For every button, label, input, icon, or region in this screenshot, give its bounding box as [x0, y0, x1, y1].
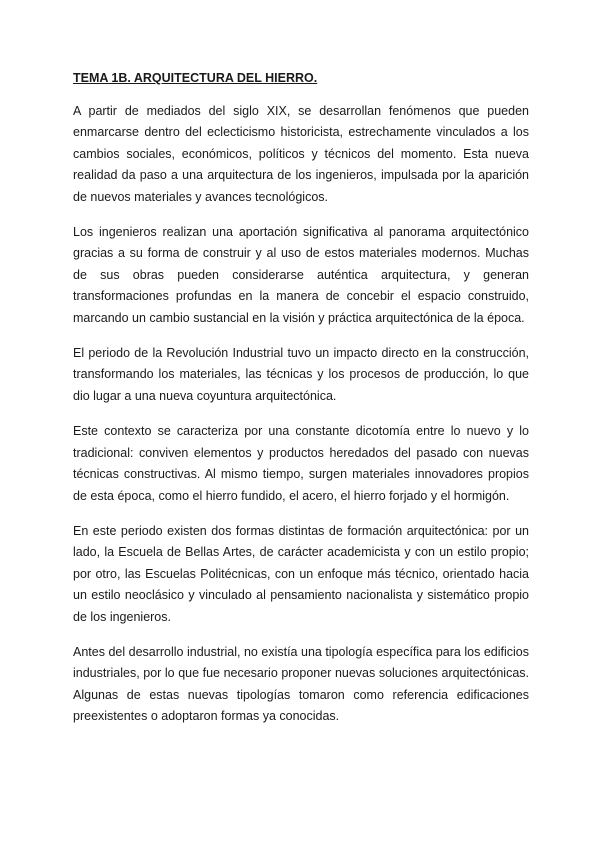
- paragraph-2: Los ingenieros realizan una aportación significativa al panorama arquitectónico gracias a su forma de construir y al uso de estos materiales modernos. Muchas de sus obras pueden considerarse auténtica arquitectura, y generan transformaciones profundas en la manera de concebir el espacio construido, marcando un cambio sustancial en la visión y práctica arquitectónica de la época.: [73, 225, 529, 325]
- paragraph-6: Antes del desarrollo industrial, no existía una tipología específica para los edificios industriales, por lo que fue necesario proponer nuevas soluciones arquitectónicas. Algunas de estas nuevas tipologías tomaron como referencia edificaciones preexistentes o adoptaron formas ya conocidas.: [73, 644, 529, 724]
- document-page: [73, 70, 529, 742]
- paragraph-5: En este periodo existen dos formas distintas de formación arquitectónica: por un lado, la Escuela de Bellas Artes, de carácter academicista y con un estilo propio; por otro, las Escuelas Politécnicas, con un enfoque más técnico, orientado hacia un estilo neoclásico y vinculado al pensamiento nacionalista y sistemático propio de los ingenieros.: [73, 523, 529, 624]
- paragraph-4: Este contexto se caracteriza por una constante dicotomía entre lo nuevo y lo tradicional: conviven elementos y productos heredados del pasado con nuevas técnicas constructivas. Al mismo tiempo, surgen materiales innovadores propios de esta época, como el hierro fundido, el acero, el hierro forjado y el hormigón.: [73, 424, 529, 503]
- paragraph-3: El periodo de la Revolución Industrial tuvo un impacto directo en la construcción, transformando los materiales, las técnicas y los procesos de producción, lo que dio lugar a una nueva coyuntura arquitectónica.: [73, 346, 529, 403]
- document-title: TEMA 1B. ARQUITECTURA DEL HIERRO.: [73, 71, 318, 85]
- paragraph-1: A partir de mediados del siglo XIX, se desarrollan fenómenos que pueden enmarcarse dentro del eclecticismo historicista, estrechamente vinculados a los cambios sociales, económicos, políticos y técnicos del momento. Esta nueva realidad da paso a una arquitectura de los ingenieros, impulsada por la aparición de nuevos materiales y avances tecnológicos.: [73, 104, 529, 204]
